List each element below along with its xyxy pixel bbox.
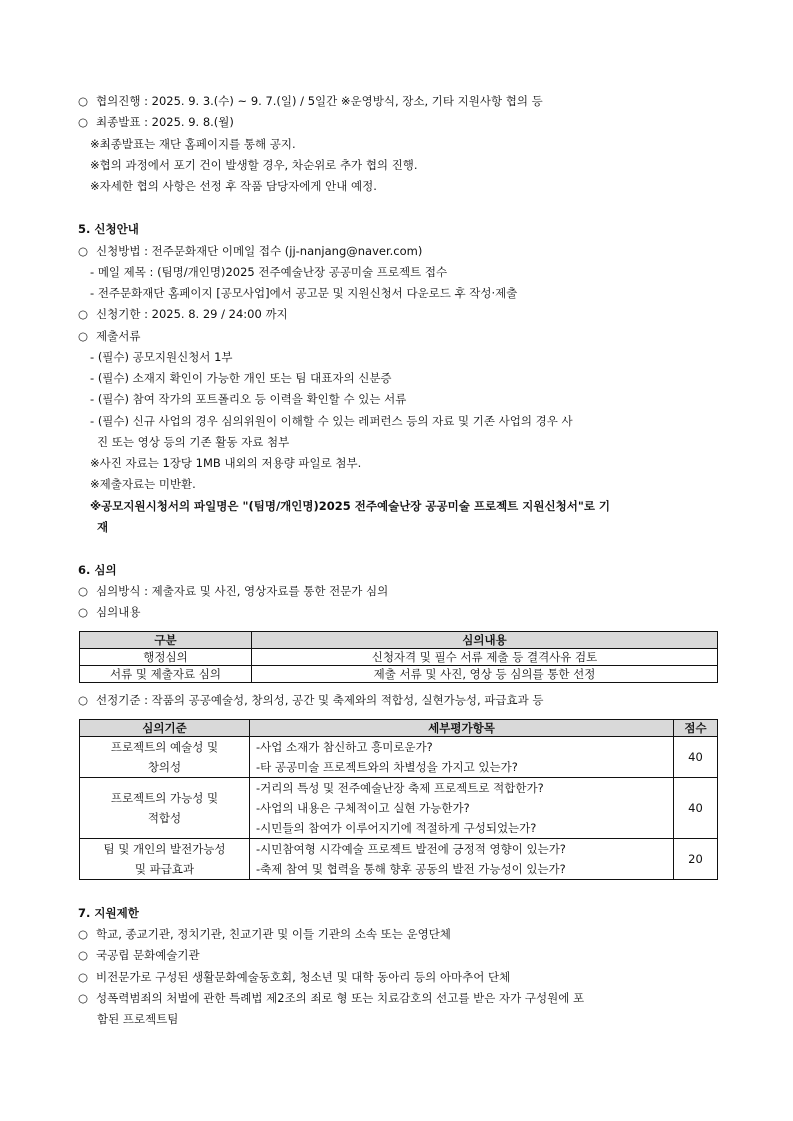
- table-cell: 신청자격 및 필수 서류 제출 등 결격사유 검토: [252, 649, 718, 666]
- score-cell: 20: [674, 839, 718, 880]
- table-cell: 행정심의: [80, 649, 252, 666]
- detail-items-cell: -거리의 특성 및 전주예술난장 축제 프로젝트로 적합한가? -사업의 내용은 구체적이고 실현 가능한가? -시민들의 참여가 이루어지기에 적절하게 구성되었는가?: [250, 778, 674, 839]
- document-note: ※사진 자료는 1장당 1MB 내외의 저용량 파일로 첨부.: [90, 456, 362, 470]
- consult-schedule-line: ○ 협의진행 : 2025. 9. 3.(수) ~ 9. 7.(일) / 5일간 ※운영방식, 장소, 기타 지원사항 협의 등: [78, 94, 543, 108]
- document-item: - (필수) 참여 작가의 포트폴리오 등 이력을 확인할 수 있는 서류: [90, 392, 407, 406]
- table-row: [80, 649, 718, 666]
- restriction-item: ○ 학교, 종교기관, 정치기관, 친교기관 및 이들 기관의 소속 또는 운영단체: [78, 927, 451, 941]
- document-item: - (필수) 공모지원신청서 1부: [90, 350, 233, 364]
- table-header-cell: 심의기준: [80, 720, 250, 737]
- documents-heading-line: ○ 제출서류: [78, 329, 141, 343]
- score-cell: 40: [674, 778, 718, 839]
- restriction-item-continued: 함된 프로젝트팀: [97, 1012, 179, 1026]
- section-5-heading: 5. 신청안내: [78, 222, 139, 236]
- apply-method-line: ○ 신청방법 : 전주문화재단 이메일 접수 (jj-nanjang@naver.com): [78, 244, 423, 258]
- table-cell: 서류 및 제출자료 심의: [80, 666, 252, 683]
- filename-note-continued: 재: [97, 520, 109, 534]
- table-header-cell: 점수: [674, 720, 718, 737]
- table-header-row: [80, 632, 718, 649]
- detail-items-cell: -사업 소재가 참신하고 흥미로운가? -타 공공미술 프로젝트와의 차별성을 가지고 있는가?: [250, 737, 674, 778]
- table-row: [80, 737, 718, 778]
- document-item: - (필수) 신규 사업의 경우 심의위원이 이해할 수 있는 레퍼런스 등의 자료 및 기존 사업의 경우 사: [90, 414, 573, 428]
- table-row: [80, 666, 718, 683]
- review-content-table: [79, 631, 718, 683]
- table-header-cell: 구분: [80, 632, 252, 649]
- restriction-item: ○ 성폭력범죄의 처벌에 관한 특례법 제2조의 죄로 형 또는 치료감호의 선고를 받은 자가 구성원에 포: [78, 991, 585, 1005]
- review-content-line: ○ 심의내용: [78, 605, 141, 619]
- criterion-cell: 프로젝트의 예술성 및 창의성: [80, 737, 250, 778]
- table-header-cell: 세부평가항목: [250, 720, 674, 737]
- document-item: - (필수) 소재지 확인이 가능한 개인 또는 팀 대표자의 신분증: [90, 371, 392, 385]
- table-cell: 제출 서류 및 사진, 영상 등 심의를 통한 선정: [252, 666, 718, 683]
- score-cell: 40: [674, 737, 718, 778]
- criterion-cell: 프로젝트의 가능성 및 적합성: [80, 778, 250, 839]
- evaluation-criteria-table: [79, 719, 718, 880]
- table-header-cell: 심의내용: [252, 632, 718, 649]
- selection-criteria-line: ○ 선정기준 : 작품의 공공예술성, 창의성, 공간 및 축제와의 적합성, 실현가능성, 파급효과 등: [78, 693, 544, 707]
- section-7-heading: 7. 지원제한: [78, 906, 139, 920]
- restriction-item: ○ 비전문가로 구성된 생활문화예술동호회, 청소년 및 대학 동아리 등의 아마추어 단체: [78, 970, 511, 984]
- schedule-note: ※협의 과정에서 포기 건이 발생할 경우, 차순위로 추가 협의 진행.: [90, 158, 418, 172]
- detail-items-cell: -시민참여형 시각예술 프로젝트 발전에 긍정적 영향이 있는가? -축제 참여 및 협력을 통해 향후 공동의 발전 가능성이 있는가?: [250, 839, 674, 880]
- table-row: [80, 778, 718, 839]
- table-header-row: [80, 720, 718, 737]
- deadline-line: ○ 신청기한 : 2025. 8. 29 / 24:00 까지: [78, 307, 288, 321]
- final-announcement-line: ○ 최종발표 : 2025. 9. 8.(월): [78, 115, 234, 129]
- document-note: ※제출자료는 미반환.: [90, 477, 196, 491]
- table-row: [80, 839, 718, 880]
- schedule-note: ※최종발표는 재단 홈페이지를 통해 공지.: [90, 137, 296, 151]
- document-item-continued: 진 또는 영상 등의 기존 활동 자료 첨부: [97, 435, 290, 449]
- apply-method-item: - 메일 제목 : (팀명/개인명)2025 전주예술난장 공공미술 프로젝트 접수: [90, 265, 448, 279]
- section-6-heading: 6. 심의: [78, 563, 117, 577]
- restriction-item: ○ 국공립 문화예술기관: [78, 948, 200, 962]
- apply-method-item: - 전주문화재단 홈페이지 [공모사업]에서 공고문 및 지원신청서 다운로드 후 작성·제출: [90, 286, 518, 300]
- filename-note: ※공모지원시청서의 파일명은 "(팀명/개인명)2025 전주예술난장 공공미술 프로젝트 지원신청서"로 기: [90, 499, 611, 513]
- review-method-line: ○ 심의방식 : 제출자료 및 사진, 영상자료를 통한 전문가 심의: [78, 584, 389, 598]
- schedule-note: ※자세한 협의 사항은 선정 후 작품 담당자에게 안내 예정.: [90, 179, 377, 193]
- criterion-cell: 팀 및 개인의 발전가능성 및 파급효과: [80, 839, 250, 880]
